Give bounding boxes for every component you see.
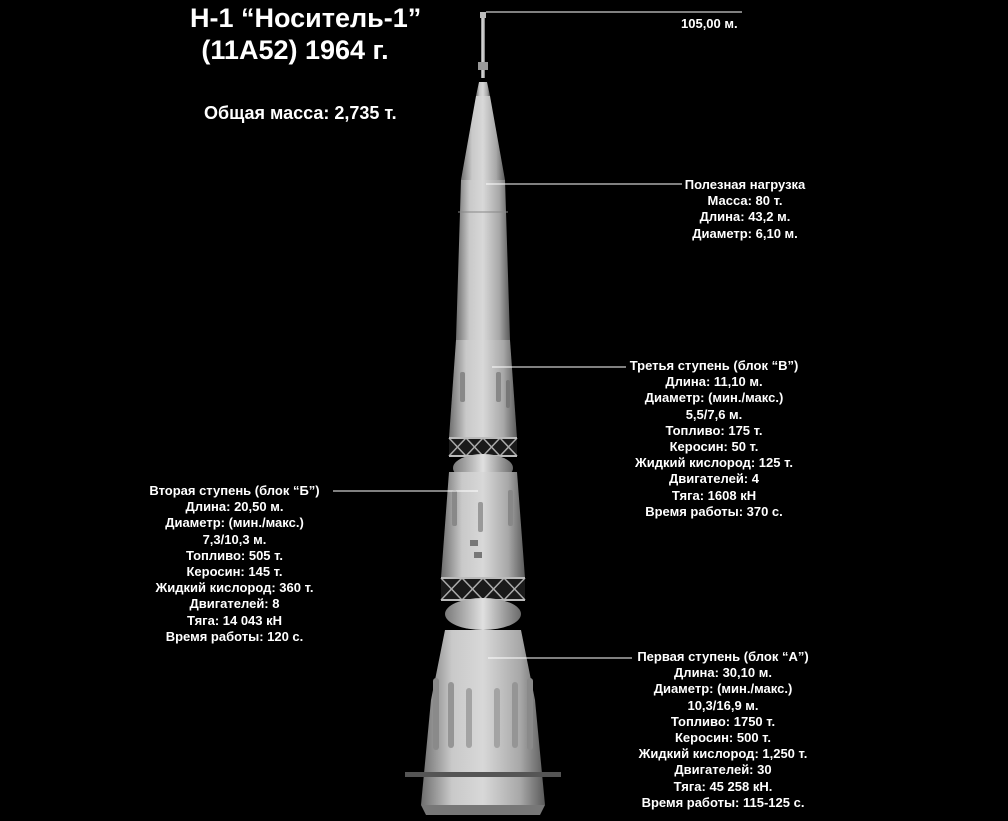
stage2-burn-time: Время работы: 120 с. <box>165 628 304 644</box>
stage3-diameter-value: 5,5/7,6 м. <box>685 406 743 422</box>
stage1-title: Первая ступень (блок “А”) <box>637 649 809 664</box>
title-line-2: (11А52) 1964 г. <box>201 35 389 65</box>
title-line-1: Н-1 “Носитель-1” <box>190 3 422 33</box>
stage3-length: Длина: 11,10 м. <box>665 374 763 390</box>
escape-tower <box>476 12 490 96</box>
stage3-kerosene: Керосин: 50 т. <box>669 439 759 455</box>
stage3-title: Третья ступень (блок “В”) <box>629 358 799 373</box>
stage2-info <box>142 483 327 645</box>
payload-diameter: Диаметр: 6,10 м. <box>692 225 798 241</box>
stage2-title: Вторая ступень (блок “Б”) <box>149 483 320 498</box>
stage1-diameter-value: 10,3/16,9 м. <box>687 697 759 713</box>
stage2-diameter-label: Диаметр: (мин./макс.) <box>165 515 304 531</box>
stage1-info <box>628 649 818 811</box>
stage2-diameter-value: 7,3/10,3 м. <box>202 531 267 547</box>
stage1-fuel: Топливо: 1750 т. <box>670 713 776 729</box>
stage2-length: Длина: 20,50 м. <box>185 499 284 515</box>
page-title <box>190 2 422 66</box>
stage3-burn-time: Время работы: 370 с. <box>645 503 783 519</box>
stage1-engines: Двигателей: 30 <box>674 762 772 778</box>
stage3-thrust: Тяга: 1608 кН <box>671 487 757 503</box>
stage3-lox: Жидкий кислород: 125 т. <box>635 455 793 471</box>
third-stage <box>449 340 517 482</box>
stage1-thrust: Тяга: 45 258 кН. <box>673 778 773 794</box>
stage1-diameter-label: Диаметр: (мин./макс.) <box>653 681 793 697</box>
total-mass: Общая масса: 2,735 т. <box>204 103 397 123</box>
stage2-kerosene: Керосин: 145 т. <box>186 564 283 580</box>
payload-title: Полезная нагрузка <box>684 177 806 192</box>
stage2-lox: Жидкий кислород: 360 т. <box>155 580 314 596</box>
height-label: 105,00 м. <box>681 16 738 31</box>
stage1-burn-time: Время работы: 115-125 с. <box>641 794 805 810</box>
stage3-info <box>624 358 804 520</box>
stage2-engines: Двигателей: 8 <box>189 596 280 612</box>
payload-info <box>675 177 815 242</box>
stage1-length: Длина: 30,10 м. <box>674 665 772 681</box>
stage3-engines: Двигателей: 4 <box>669 471 759 487</box>
stage2-fuel: Топливо: 505 т. <box>185 547 283 563</box>
payload-length: Длина: 43,2 м. <box>699 209 791 225</box>
payload-mass: Масса: 80 т. <box>707 193 783 209</box>
second-stage <box>441 472 525 630</box>
stage2-thrust: Тяга: 14 043 кН <box>186 612 283 628</box>
stage1-lox: Жидкий кислород: 1,250 т. <box>638 746 808 762</box>
payload-section <box>456 96 510 340</box>
stage1-kerosene: Керосин: 500 т. <box>674 730 772 746</box>
stage3-fuel: Топливо: 175 т. <box>665 422 763 438</box>
stage3-diameter-label: Диаметр: (мин./макс.) <box>644 390 784 406</box>
